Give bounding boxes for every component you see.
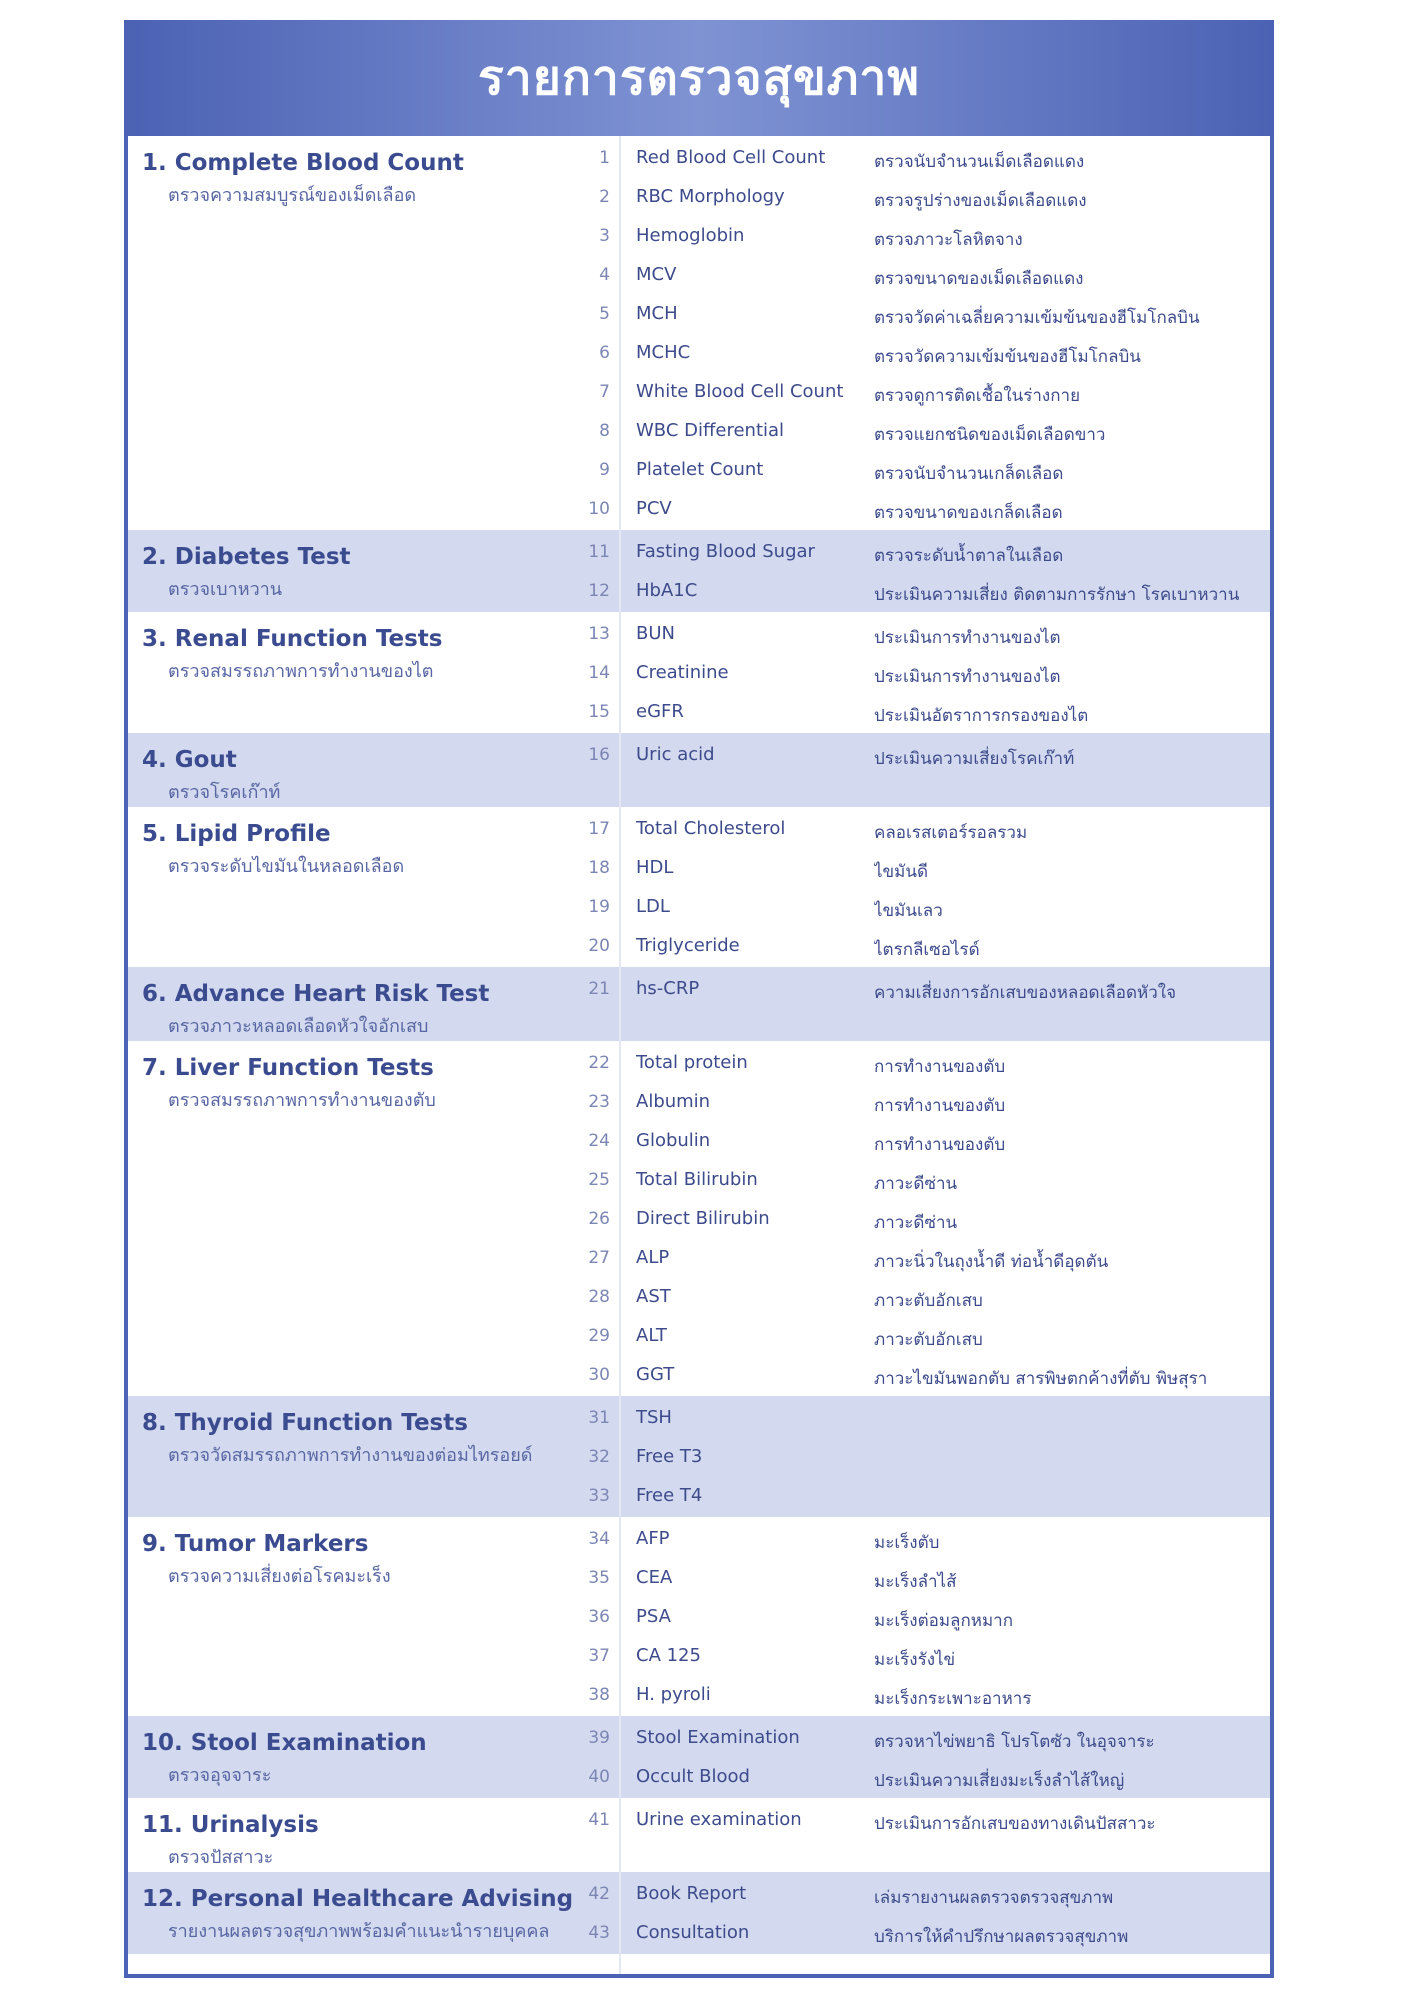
test-name: Hemoglobin [636,225,745,246]
test-description: ตรวจวัดความเข้มข้นของฮีโมโกลบิน [874,347,1141,367]
checkup-list-panel [124,20,1274,1978]
table-row [128,179,1270,218]
table-row [128,374,1270,413]
test-name: Albumin [636,1091,711,1112]
item-number: 20 [588,936,610,956]
group-title: 10. Stool Examination [142,1730,427,1756]
table-row [128,1560,1270,1599]
test-description: ตรวจหาไข่พยาธิ โปรโตซัว ในอุจจาระ [874,1732,1155,1752]
group-subtitle: ตรวจสมรรถภาพการทำงานของตับ [168,1090,436,1111]
item-number: 42 [588,1884,610,1904]
test-description: ไขมันดี [874,862,929,882]
test-group [128,807,1270,967]
table-row [128,1045,1270,1084]
test-description: ตรวจแยกชนิดของเม็ดเลือดขาว [874,425,1106,445]
test-name: MCH [636,303,678,324]
test-name: Total Cholesterol [636,818,786,839]
test-description: ประเมินการอักเสบของทางเดินปัสสาวะ [874,1814,1156,1834]
group-title: 7. Liver Function Tests [142,1055,434,1081]
table-row [128,655,1270,694]
test-name: Consultation [636,1922,750,1943]
group-title: 9. Tumor Markers [142,1531,369,1557]
test-name: AFP [636,1528,670,1549]
test-group [128,1716,1270,1798]
item-number: 29 [588,1326,610,1346]
test-description: การทำงานของตับ [874,1057,1006,1077]
test-name: Free T4 [636,1485,703,1506]
item-number: 7 [599,382,610,402]
table-row [128,1802,1270,1841]
table-row [128,413,1270,452]
table-row [128,971,1270,1010]
test-description: บริการให้คำปรึกษาผลตรวจสุขภาพ [874,1927,1129,1947]
item-number: 21 [588,979,610,999]
table-row [128,218,1270,257]
test-description: ประเมินการทำงานของไต [874,667,1061,687]
table-row [128,737,1270,776]
test-name: Direct Bilirubin [636,1208,770,1229]
item-number: 41 [588,1810,610,1830]
test-name: Fasting Blood Sugar [636,541,815,562]
test-name: MCHC [636,342,691,363]
item-number: 4 [599,265,610,285]
test-name: ALT [636,1325,667,1346]
table-row [128,491,1270,530]
test-description: เล่มรายงานผลตรวจตรวจสุขภาพ [874,1888,1114,1908]
test-name: Red Blood Cell Count [636,147,826,168]
test-description: ตรวจภาวะโลหิตจาง [874,230,1023,250]
item-number: 15 [588,702,610,722]
test-name: AST [636,1286,671,1307]
test-name: Total protein [636,1052,748,1073]
group-title: 2. Diabetes Test [142,544,351,570]
test-description: ภาวะไขมันพอกตับ สารพิษตกค้างที่ตับ พิษสุรา [874,1369,1208,1389]
item-number: 23 [588,1092,610,1112]
item-number: 39 [588,1728,610,1748]
table-row [128,1357,1270,1396]
item-number: 2 [599,187,610,207]
test-description: ภาวะตับอักเสบ [874,1291,983,1311]
test-description: มะเร็งตับ [874,1533,940,1553]
test-description: มะเร็งต่อมลูกหมาก [874,1611,1013,1631]
table-row [128,889,1270,928]
table-row [128,1201,1270,1240]
item-number: 6 [599,343,610,363]
test-name: GGT [636,1364,675,1385]
table-row [128,1876,1270,1915]
table-row [128,1439,1270,1478]
test-group [128,1396,1270,1517]
table-row [128,1759,1270,1798]
test-description: ตรวจดูการติดเชื้อในร่างกาย [874,386,1081,406]
item-number: 17 [588,819,610,839]
test-name: WBC Differential [636,420,785,441]
test-name: PCV [636,498,672,519]
table-row [128,1240,1270,1279]
item-number: 33 [588,1486,610,1506]
test-description: มะเร็งกระเพาะอาหาร [874,1689,1032,1709]
test-group [128,967,1270,1041]
table-row [128,850,1270,889]
test-group [128,1872,1270,1954]
group-subtitle: ตรวจสมรรถภาพการทำงานของไต [168,661,434,682]
column-divider [619,136,621,1974]
test-description: ตรวจวัดค่าเฉลี่ยความเข้มข้นของฮีโมโกลบิน [874,308,1200,328]
group-title: 4. Gout [142,747,237,773]
test-description: ภาวะตับอักเสบ [874,1330,983,1350]
test-description: ตรวจขนาดของเม็ดเลือดแดง [874,269,1084,289]
group-subtitle: ตรวจอุจจาระ [168,1765,272,1786]
table-row [128,1279,1270,1318]
item-number: 9 [599,460,610,480]
group-title: 3. Renal Function Tests [142,626,443,652]
item-number: 19 [588,897,610,917]
test-description: ประเมินความเสี่ยงโรคเก๊าท์ [874,749,1075,769]
item-number: 37 [588,1646,610,1666]
test-description: ตรวจรูปร่างของเม็ดเลือดแดง [874,191,1087,211]
table-row [128,928,1270,967]
item-number: 8 [599,421,610,441]
item-number: 10 [588,499,610,519]
item-number: 38 [588,1685,610,1705]
test-name: Creatinine [636,662,729,683]
item-number: 32 [588,1447,610,1467]
test-name: PSA [636,1606,671,1627]
table-row [128,1638,1270,1677]
header-banner [124,20,1274,136]
table-row [128,811,1270,850]
table-row [128,257,1270,296]
item-number: 26 [588,1209,610,1229]
group-subtitle: ตรวจวัดสมรรถภาพการทำงานของต่อมไทรอยด์ [168,1445,533,1466]
test-description: ภาวะดีซ่าน [874,1213,958,1233]
test-name: BUN [636,623,675,644]
table-row [128,1318,1270,1357]
item-number: 14 [588,663,610,683]
item-number: 12 [588,581,610,601]
table-row [128,573,1270,612]
item-number: 24 [588,1131,610,1151]
test-description: ตรวจขนาดของเกล็ดเลือด [874,503,1063,523]
test-name: eGFR [636,701,684,722]
test-description: ตรวจนับจำนวนเม็ดเลือดแดง [874,152,1085,172]
test-name: Occult Blood [636,1766,750,1787]
test-description: ประเมินอัตราการกรองของไต [874,706,1089,726]
table-row [128,1478,1270,1517]
test-name: Urine examination [636,1809,802,1830]
item-number: 31 [588,1408,610,1428]
test-table [128,136,1270,1974]
test-name: RBC Morphology [636,186,785,207]
test-group [128,1041,1270,1396]
test-name: ALP [636,1247,670,1268]
test-description: การทำงานของตับ [874,1096,1006,1116]
test-description: ประเมินความเสี่ยง ติดตามการรักษา โรคเบาหวาน [874,585,1240,605]
table-row [128,694,1270,733]
page-title: รายการตรวจสุขภาพ [477,50,921,106]
table-row [128,1915,1270,1954]
test-group [128,530,1270,612]
item-number: 18 [588,858,610,878]
test-description: มะเร็งลำไส้ [874,1572,957,1592]
table-row [128,1162,1270,1201]
test-name: Stool Examination [636,1727,800,1748]
group-title: 6. Advance Heart Risk Test [142,981,490,1007]
test-description: ประเมินความเสี่ยงมะเร็งลำไส้ใหญ่ [874,1771,1125,1791]
item-number: 16 [588,745,610,765]
group-subtitle: ตรวจโรคเก๊าท์ [168,782,281,803]
test-group [128,1798,1270,1872]
table-row [128,1521,1270,1560]
test-group [128,136,1270,530]
group-subtitle: รายงานผลตรวจสุขภาพพร้อมคำแนะนำรายบุคคล [168,1921,550,1942]
item-number: 43 [588,1923,610,1943]
test-name: Book Report [636,1883,747,1904]
group-subtitle: ตรวจปัสสาวะ [168,1847,274,1868]
test-name: H. pyroli [636,1684,711,1705]
item-number: 30 [588,1365,610,1385]
test-name: MCV [636,264,677,285]
table-row [128,296,1270,335]
test-name: CA 125 [636,1645,701,1666]
test-name: Free T3 [636,1446,703,1467]
test-group [128,1517,1270,1716]
group-title: 12. Personal Healthcare Advising [142,1886,574,1912]
item-number: 22 [588,1053,610,1073]
test-name: HbA1C [636,580,698,601]
item-number: 27 [588,1248,610,1268]
table-row [128,1677,1270,1716]
test-name: Platelet Count [636,459,764,480]
test-description: มะเร็งรังไข่ [874,1650,956,1670]
test-description: ภาวะดีซ่าน [874,1174,958,1194]
test-name: hs-CRP [636,978,700,999]
group-subtitle: ตรวจความเสี่ยงต่อโรคมะเร็ง [168,1566,391,1587]
item-number: 13 [588,624,610,644]
test-description: ตรวจระดับน้ำตาลในเลือด [874,546,1064,566]
test-group [128,733,1270,807]
test-group [128,612,1270,733]
test-name: LDL [636,896,670,917]
table-row [128,534,1270,573]
item-number: 11 [588,542,610,562]
test-name: TSH [636,1407,672,1428]
table-row [128,1720,1270,1759]
table-row [128,1123,1270,1162]
item-number: 25 [588,1170,610,1190]
test-name: White Blood Cell Count [636,381,844,402]
group-title: 1. Complete Blood Count [142,150,464,176]
item-number: 36 [588,1607,610,1627]
test-description: ประเมินการทำงานของไต [874,628,1061,648]
item-number: 40 [588,1767,610,1787]
group-subtitle: ตรวจภาวะหลอดเลือดหัวใจอักเสบ [168,1016,429,1037]
group-subtitle: ตรวจระดับไขมันในหลอดเลือด [168,856,405,877]
item-number: 35 [588,1568,610,1588]
test-name: HDL [636,857,674,878]
table-row [128,1599,1270,1638]
item-number: 28 [588,1287,610,1307]
item-number: 3 [599,226,610,246]
item-number: 5 [599,304,610,324]
item-number: 1 [599,148,610,168]
table-row [128,452,1270,491]
table-row [128,1400,1270,1439]
group-title: 11. Urinalysis [142,1812,319,1838]
table-row [128,140,1270,179]
test-name: Globulin [636,1130,711,1151]
test-name: Uric acid [636,744,715,765]
test-description: ไตรกลีเซอไรด์ [874,940,980,960]
test-name: Total Bilirubin [636,1169,758,1190]
group-title: 8. Thyroid Function Tests [142,1410,468,1436]
test-description: ไขมันเลว [874,901,943,921]
item-number: 34 [588,1529,610,1549]
group-subtitle: ตรวจความสมบูรณ์ของเม็ดเลือด [168,185,417,206]
test-description: การทำงานของตับ [874,1135,1006,1155]
group-title: 5. Lipid Profile [142,821,331,847]
table-row [128,616,1270,655]
table-row [128,1084,1270,1123]
group-subtitle: ตรวจเบาหวาน [168,579,283,600]
test-name: CEA [636,1567,673,1588]
test-description: ภาวะนิ่วในถุงน้ำดี ท่อน้ำดีอุดตัน [874,1252,1109,1272]
test-description: คลอเรสเตอร์รอลรวม [874,823,1028,843]
test-description: ตรวจนับจำนวนเกล็ดเลือด [874,464,1064,484]
test-description: ความเสี่ยงการอักเสบของหลอดเลือดหัวใจ [874,983,1177,1003]
table-row [128,335,1270,374]
test-name: Triglyceride [636,935,740,956]
